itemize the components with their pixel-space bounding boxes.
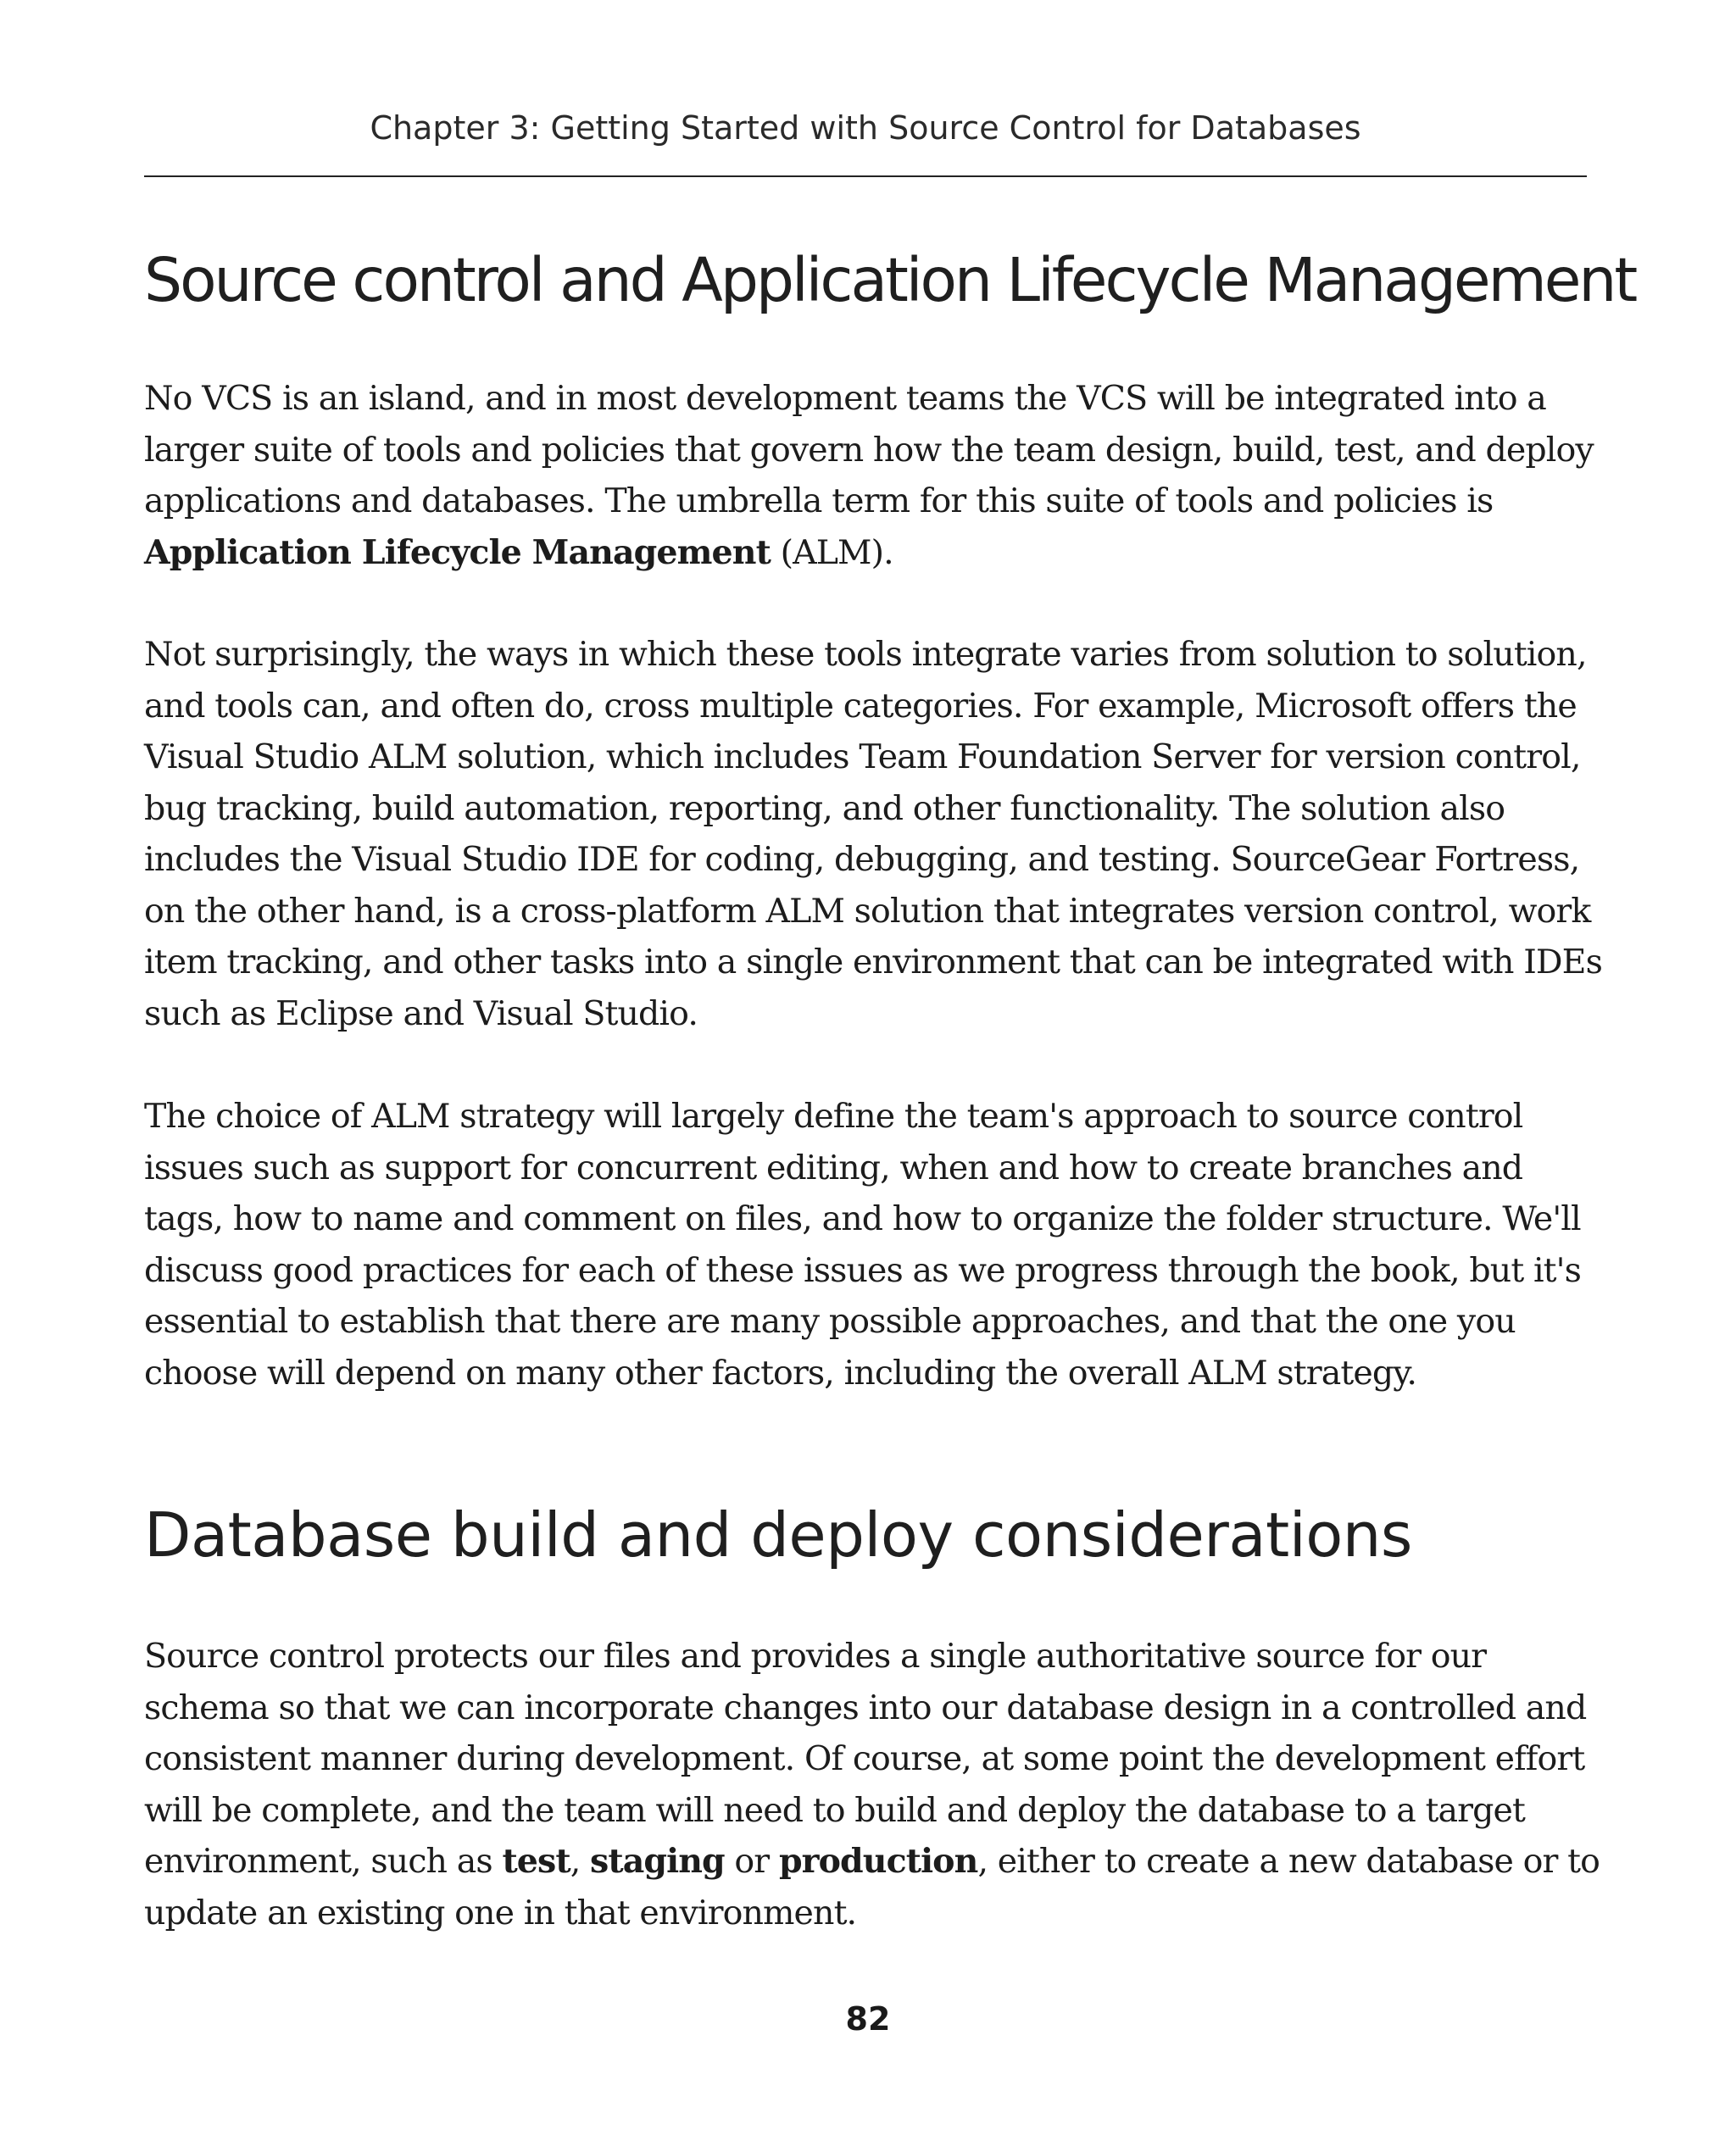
bold-term-production: production (778, 1842, 978, 1881)
paragraph-text: No VCS is an island, and in most development teams the VCS will be integrated into a larger suite of tools and policies that govern how the team design, build, test, and deploy applications and databases. The umbrella term for this suite of tools and policies is (144, 379, 1594, 520)
paragraph-text: Source control protects our files and provides a single authoritative source for our schema so that we can incorporate changes into our database design in a controlled and consistent manner during development. Of course, at some point the development effort will be complete, and the team will need to build and deploy the database to a target environment, such as (144, 1637, 1587, 1881)
paragraph-text: or (724, 1842, 779, 1881)
section-heading-alm: Source control and Application Lifecycle Management (144, 245, 1636, 315)
paragraph-alm-strategy: The choice of ALM strategy will largely define the team's approach to source control issues such as support for concurrent editing, when and how to create branches and tags, how to name and comment on files, and how to organize the folder structure. We'll discuss good practices for each of these issues as we progress through the book, but it's essential to establish that there are many possible approaches, and that the one you choose will depend on many other factors, including the overall ALM strategy. (144, 1097, 1581, 1393)
bold-term-test: test (502, 1842, 570, 1881)
running-header: Chapter 3: Getting Started with Source Control for Databases (370, 109, 1361, 147)
page-number: 82 (845, 2000, 891, 2038)
paragraph-text: , (570, 1842, 591, 1881)
paragraph-text: (ALM). (770, 532, 893, 572)
paragraph-text: , either to create a new database or to update an existing one in that environment. (144, 1842, 1600, 1932)
paragraph-alm-intro (144, 373, 1602, 578)
section-heading-build-deploy: Database build and deploy considerations (144, 1499, 1412, 1571)
paragraph-build-deploy (144, 1631, 1602, 1938)
header-rule (144, 175, 1587, 177)
paragraph-alm-tools: Not surprisingly, the ways in which these tools integrate varies from solution to solution, and tools can, and often do, cross multiple categories. For example, Microsoft offers the Visual Studio ALM solution, which includes Team Foundation Server for version control, bug tracking, build automation, reporting, and other functionality. The solution also includes the Visual Studio IDE for coding, debugging, and testing. SourceGear Fortress, on the other hand, is a cross-platform ALM solution that integrates version control, work item tracking, and other tasks into a single environment that can be integrated with IDEs such as Eclipse and Visual Studio. (144, 635, 1602, 1033)
bold-term-staging: staging (590, 1842, 725, 1881)
bold-term-alm: Application Lifecycle Management (144, 532, 771, 572)
